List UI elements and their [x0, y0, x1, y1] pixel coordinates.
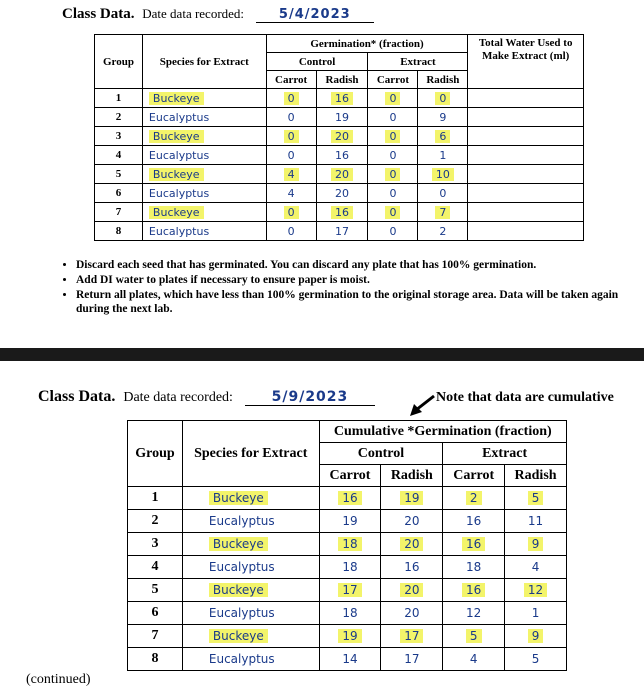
control-carrot-cell	[319, 510, 381, 533]
extract-radish-cell	[505, 625, 567, 648]
t2-header-group: Group	[128, 421, 183, 487]
control-carrot-cell	[266, 146, 316, 165]
extract-carrot-cell	[443, 579, 505, 602]
control-radish-cell-value: 16	[331, 92, 353, 105]
control-carrot-cell-value: 14	[342, 651, 358, 666]
group-cell	[95, 127, 143, 146]
control-radish-cell	[381, 533, 443, 556]
control-radish-cell	[381, 625, 443, 648]
control-radish-cell-value: 19	[335, 110, 350, 124]
control-carrot-cell	[266, 165, 316, 184]
control-carrot-cell-value: 17	[338, 583, 361, 597]
control-carrot-cell	[319, 487, 381, 510]
total-water-cell	[468, 203, 584, 222]
group-cell-value: 6	[115, 187, 122, 199]
extract-radish-cell	[505, 533, 567, 556]
extract-radish-cell-value: 0	[439, 186, 447, 200]
t2-header-control: Control	[319, 443, 443, 465]
group-cell	[128, 625, 183, 648]
extract-carrot-cell	[368, 165, 418, 184]
group-cell-value: 4	[151, 559, 159, 574]
group-cell-value: 3	[115, 130, 122, 142]
group-cell-value: 3	[151, 536, 159, 551]
t1-header-extract: Extract	[368, 53, 468, 71]
control-radish-cell	[316, 165, 368, 184]
species-cell	[182, 602, 319, 625]
arrow-down-left-icon	[408, 394, 436, 418]
group-cell	[95, 108, 143, 127]
control-carrot-cell-value: 18	[338, 537, 361, 551]
extract-radish-cell-value: 1	[531, 605, 540, 620]
extract-carrot-cell	[368, 146, 418, 165]
panel1-title: Class Data.	[62, 6, 135, 22]
extract-radish-cell-value: 11	[527, 513, 544, 528]
extract-radish-cell-value: 9	[439, 110, 447, 124]
cumulative-note: Note that data are cumulative	[436, 390, 614, 405]
extract-carrot-cell	[443, 602, 505, 625]
group-cell	[128, 556, 183, 579]
control-carrot-cell	[319, 556, 381, 579]
extract-radish-cell	[505, 487, 567, 510]
panel2-date-value: 5/9/2023	[245, 389, 375, 406]
species-cell	[182, 487, 319, 510]
control-carrot-cell-value: 0	[287, 110, 295, 124]
control-radish-cell-value: 20	[331, 168, 353, 181]
extract-radish-cell	[418, 184, 468, 203]
group-cell-value: 1	[115, 92, 122, 104]
table-row	[95, 108, 584, 127]
species-cell-value: Eucalyptus	[208, 559, 275, 574]
species-cell	[142, 89, 266, 108]
extract-carrot-cell-value: 2	[466, 491, 482, 505]
panel1-heading	[62, 6, 374, 23]
continued-label: (continued)	[26, 672, 91, 687]
species-cell-value: Eucalyptus	[208, 513, 275, 528]
species-cell	[182, 510, 319, 533]
control-carrot-cell	[266, 127, 316, 146]
species-cell	[182, 533, 319, 556]
species-cell-value: Eucalyptus	[208, 605, 275, 620]
control-carrot-cell-value: 19	[342, 513, 358, 528]
extract-radish-cell	[505, 556, 567, 579]
extract-radish-cell	[418, 146, 468, 165]
extract-carrot-cell-value: 0	[389, 224, 397, 238]
total-water-cell	[468, 89, 584, 108]
table-row	[95, 184, 584, 203]
total-water-cell	[468, 127, 584, 146]
control-radish-cell-value: 16	[335, 148, 350, 162]
species-cell	[142, 222, 266, 241]
control-radish-cell	[381, 579, 443, 602]
extract-radish-cell-value: 5	[531, 651, 540, 666]
table-row	[128, 556, 567, 579]
t2-header-species: Species for Extract	[182, 421, 319, 487]
extract-radish-cell-value: 2	[439, 224, 447, 238]
control-carrot-cell-value: 0	[284, 130, 299, 143]
species-cell-value: Eucalyptus	[208, 651, 275, 666]
extract-radish-cell	[505, 602, 567, 625]
group-cell-value: 5	[151, 582, 159, 597]
extract-carrot-cell	[443, 487, 505, 510]
control-carrot-cell-value: 18	[342, 605, 358, 620]
species-cell-value: Buckeye	[209, 583, 268, 597]
extract-radish-cell-value: 4	[531, 559, 540, 574]
group-cell	[95, 184, 143, 203]
extract-carrot-cell	[368, 89, 418, 108]
control-carrot-cell	[266, 222, 316, 241]
control-radish-cell-value: 17	[404, 651, 420, 666]
group-cell	[128, 579, 183, 602]
extract-carrot-cell-value: 0	[385, 206, 400, 219]
total-water-cell	[468, 146, 584, 165]
extract-carrot-cell	[368, 203, 418, 222]
t2-header-control-carrot: Carrot	[319, 465, 381, 487]
instruction-item: • Return all plates, which have less than 100% germination to the original storage area. Data will be taken again during the next lab.	[76, 288, 644, 316]
control-carrot-cell	[266, 108, 316, 127]
control-radish-cell-value: 16	[331, 206, 353, 219]
t1-header-control-carrot: Carrot	[266, 71, 316, 89]
group-cell-value: 4	[115, 149, 122, 161]
control-radish-cell	[316, 146, 368, 165]
extract-carrot-cell-value: 4	[469, 651, 478, 666]
section-divider	[0, 348, 644, 361]
table-row	[95, 203, 584, 222]
control-carrot-cell-value: 4	[287, 186, 295, 200]
extract-carrot-cell-value: 16	[462, 583, 485, 597]
control-radish-cell-value: 20	[404, 605, 420, 620]
species-cell-value: Buckeye	[209, 537, 268, 551]
extract-carrot-cell	[368, 222, 418, 241]
panel1-data-table	[94, 34, 584, 241]
species-cell-value: Eucalyptus	[148, 148, 210, 162]
species-cell	[182, 648, 319, 671]
extract-carrot-cell-value: 18	[466, 559, 482, 574]
extract-carrot-cell-value: 16	[466, 513, 482, 528]
panel2-data-table	[127, 420, 567, 671]
control-radish-cell	[316, 222, 368, 241]
species-cell	[142, 108, 266, 127]
control-radish-cell	[381, 602, 443, 625]
total-water-cell	[468, 184, 584, 203]
species-cell	[142, 146, 266, 165]
control-radish-cell-value: 19	[400, 491, 423, 505]
group-cell-value: 2	[115, 111, 122, 123]
species-cell-value: Buckeye	[209, 491, 268, 505]
extract-carrot-cell-value: 0	[385, 168, 400, 181]
group-cell	[95, 222, 143, 241]
control-carrot-cell-value: 16	[338, 491, 361, 505]
extract-radish-cell	[418, 89, 468, 108]
total-water-cell	[468, 165, 584, 184]
group-cell	[95, 203, 143, 222]
table-row	[95, 146, 584, 165]
extract-radish-cell-value: 5	[528, 491, 544, 505]
extract-radish-cell	[505, 648, 567, 671]
extract-carrot-cell	[368, 108, 418, 127]
t1-header-extract-radish: Radish	[418, 71, 468, 89]
control-radish-cell-value: 16	[404, 559, 420, 574]
control-radish-cell-value: 20	[400, 583, 423, 597]
species-cell	[182, 579, 319, 602]
extract-carrot-cell	[443, 625, 505, 648]
control-carrot-cell-value: 4	[284, 168, 299, 181]
extract-radish-cell	[418, 108, 468, 127]
table-row	[128, 579, 567, 602]
species-cell-value: Buckeye	[149, 168, 204, 181]
species-cell-value: Buckeye	[149, 92, 204, 105]
t2-header-control-radish: Radish	[381, 465, 443, 487]
group-cell-value: 6	[151, 605, 159, 620]
t1-header-control-radish: Radish	[316, 71, 368, 89]
group-cell	[95, 165, 143, 184]
control-carrot-cell-value: 0	[284, 92, 299, 105]
t2-header-extract: Extract	[443, 443, 567, 465]
control-radish-cell	[381, 487, 443, 510]
table-row	[128, 648, 567, 671]
control-radish-cell	[381, 556, 443, 579]
extract-radish-cell-value: 12	[524, 583, 547, 597]
total-water-cell	[468, 108, 584, 127]
t1-header-germination: Germination* (fraction)	[266, 35, 468, 53]
species-cell-value: Eucalyptus	[148, 186, 210, 200]
extract-carrot-cell-value: 0	[389, 186, 397, 200]
control-carrot-cell-value: 19	[338, 629, 361, 643]
control-radish-cell-value: 20	[400, 537, 423, 551]
total-water-cell	[468, 222, 584, 241]
t2-body	[128, 487, 567, 671]
extract-radish-cell-value: 7	[435, 206, 450, 219]
table-row	[95, 127, 584, 146]
panel2-date-label: Date data recorded:	[123, 390, 233, 405]
control-carrot-cell	[266, 89, 316, 108]
t1-header-total-water: Total Water Used to Make Extract (ml)	[468, 35, 584, 89]
group-cell-value: 7	[115, 206, 122, 218]
instruction-item: • Add DI water to plates if necessary to ensure paper is moist.	[76, 273, 644, 287]
t2-header-germination: Cumulative *Germination (fraction)	[319, 421, 566, 443]
species-cell	[182, 556, 319, 579]
t1-header-group: Group	[95, 35, 143, 89]
extract-radish-cell	[418, 165, 468, 184]
instructions-list	[56, 258, 644, 317]
control-radish-cell-value: 20	[331, 130, 353, 143]
panel1-date-value: 5/4/2023	[256, 7, 374, 23]
control-carrot-cell	[319, 579, 381, 602]
extract-radish-cell-value: 1	[439, 148, 447, 162]
group-cell-value: 7	[151, 628, 159, 643]
extract-carrot-cell	[368, 184, 418, 203]
control-radish-cell	[316, 89, 368, 108]
t1-header-extract-carrot: Carrot	[368, 71, 418, 89]
control-radish-cell-value: 17	[335, 224, 350, 238]
t1-body	[95, 89, 584, 241]
extract-carrot-cell-value: 0	[389, 110, 397, 124]
extract-carrot-cell-value: 0	[385, 130, 400, 143]
extract-radish-cell-value: 9	[528, 537, 544, 551]
extract-radish-cell-value: 9	[528, 629, 544, 643]
control-radish-cell-value: 20	[335, 186, 350, 200]
extract-carrot-cell-value: 12	[466, 605, 482, 620]
extract-radish-cell-value: 6	[435, 130, 450, 143]
extract-carrot-cell-value: 16	[462, 537, 485, 551]
group-cell-value: 1	[151, 490, 159, 505]
extract-radish-cell	[505, 579, 567, 602]
control-radish-cell	[316, 203, 368, 222]
control-carrot-cell-value: 0	[287, 148, 295, 162]
extract-carrot-cell-value: 0	[389, 148, 397, 162]
group-cell	[128, 510, 183, 533]
control-radish-cell	[381, 510, 443, 533]
species-cell	[142, 127, 266, 146]
control-carrot-cell	[266, 184, 316, 203]
species-cell-value: Buckeye	[149, 130, 204, 143]
control-carrot-cell	[319, 602, 381, 625]
panel1-date-label: Date data recorded:	[142, 6, 245, 21]
extract-carrot-cell	[443, 556, 505, 579]
t1-header-species: Species for Extract	[142, 35, 266, 89]
group-cell	[95, 89, 143, 108]
group-cell-value: 8	[151, 651, 159, 666]
extract-radish-cell	[418, 203, 468, 222]
group-cell-value: 8	[115, 225, 122, 237]
species-cell	[142, 203, 266, 222]
extract-radish-cell-value: 10	[432, 168, 454, 181]
table-row	[128, 487, 567, 510]
species-cell	[142, 184, 266, 203]
t2-header-extract-carrot: Carrot	[443, 465, 505, 487]
extract-carrot-cell	[443, 510, 505, 533]
extract-radish-cell	[418, 222, 468, 241]
extract-carrot-cell-value: 0	[385, 92, 400, 105]
control-carrot-cell-value: 18	[342, 559, 358, 574]
extract-radish-cell-value: 0	[435, 92, 450, 105]
group-cell	[128, 648, 183, 671]
extract-carrot-cell	[368, 127, 418, 146]
group-cell	[128, 533, 183, 556]
group-cell-value: 2	[151, 513, 159, 528]
control-radish-cell	[316, 127, 368, 146]
table-row	[128, 533, 567, 556]
instruction-item: • Discard each seed that has germinated. You can discard any plate that has 100% germination.	[76, 258, 644, 272]
extract-carrot-cell	[443, 533, 505, 556]
group-cell	[128, 602, 183, 625]
t1-header-control: Control	[266, 53, 368, 71]
control-carrot-cell-value: 0	[287, 224, 295, 238]
panel2-heading	[38, 388, 375, 406]
table-row	[128, 510, 567, 533]
extract-carrot-cell	[443, 648, 505, 671]
t2-header-extract-radish: Radish	[505, 465, 567, 487]
table-row	[95, 89, 584, 108]
control-carrot-cell	[266, 203, 316, 222]
group-cell	[128, 487, 183, 510]
table-row	[128, 602, 567, 625]
group-cell-value: 5	[115, 168, 122, 180]
extract-carrot-cell-value: 5	[466, 629, 482, 643]
control-radish-cell	[316, 108, 368, 127]
control-radish-cell-value: 20	[404, 513, 420, 528]
table-row	[95, 222, 584, 241]
panel2-title: Class Data.	[38, 388, 116, 405]
species-cell	[182, 625, 319, 648]
control-carrot-cell	[319, 648, 381, 671]
species-cell-value: Buckeye	[149, 206, 204, 219]
extract-radish-cell	[418, 127, 468, 146]
species-cell-value: Buckeye	[209, 629, 268, 643]
control-radish-cell-value: 17	[400, 629, 423, 643]
table-row	[128, 625, 567, 648]
control-carrot-cell	[319, 625, 381, 648]
control-carrot-cell	[319, 533, 381, 556]
species-cell-value: Eucalyptus	[148, 110, 210, 124]
control-radish-cell	[316, 184, 368, 203]
species-cell-value: Eucalyptus	[148, 224, 210, 238]
control-radish-cell	[381, 648, 443, 671]
table-row	[95, 165, 584, 184]
group-cell	[95, 146, 143, 165]
extract-radish-cell	[505, 510, 567, 533]
control-carrot-cell-value: 0	[284, 206, 299, 219]
species-cell	[142, 165, 266, 184]
